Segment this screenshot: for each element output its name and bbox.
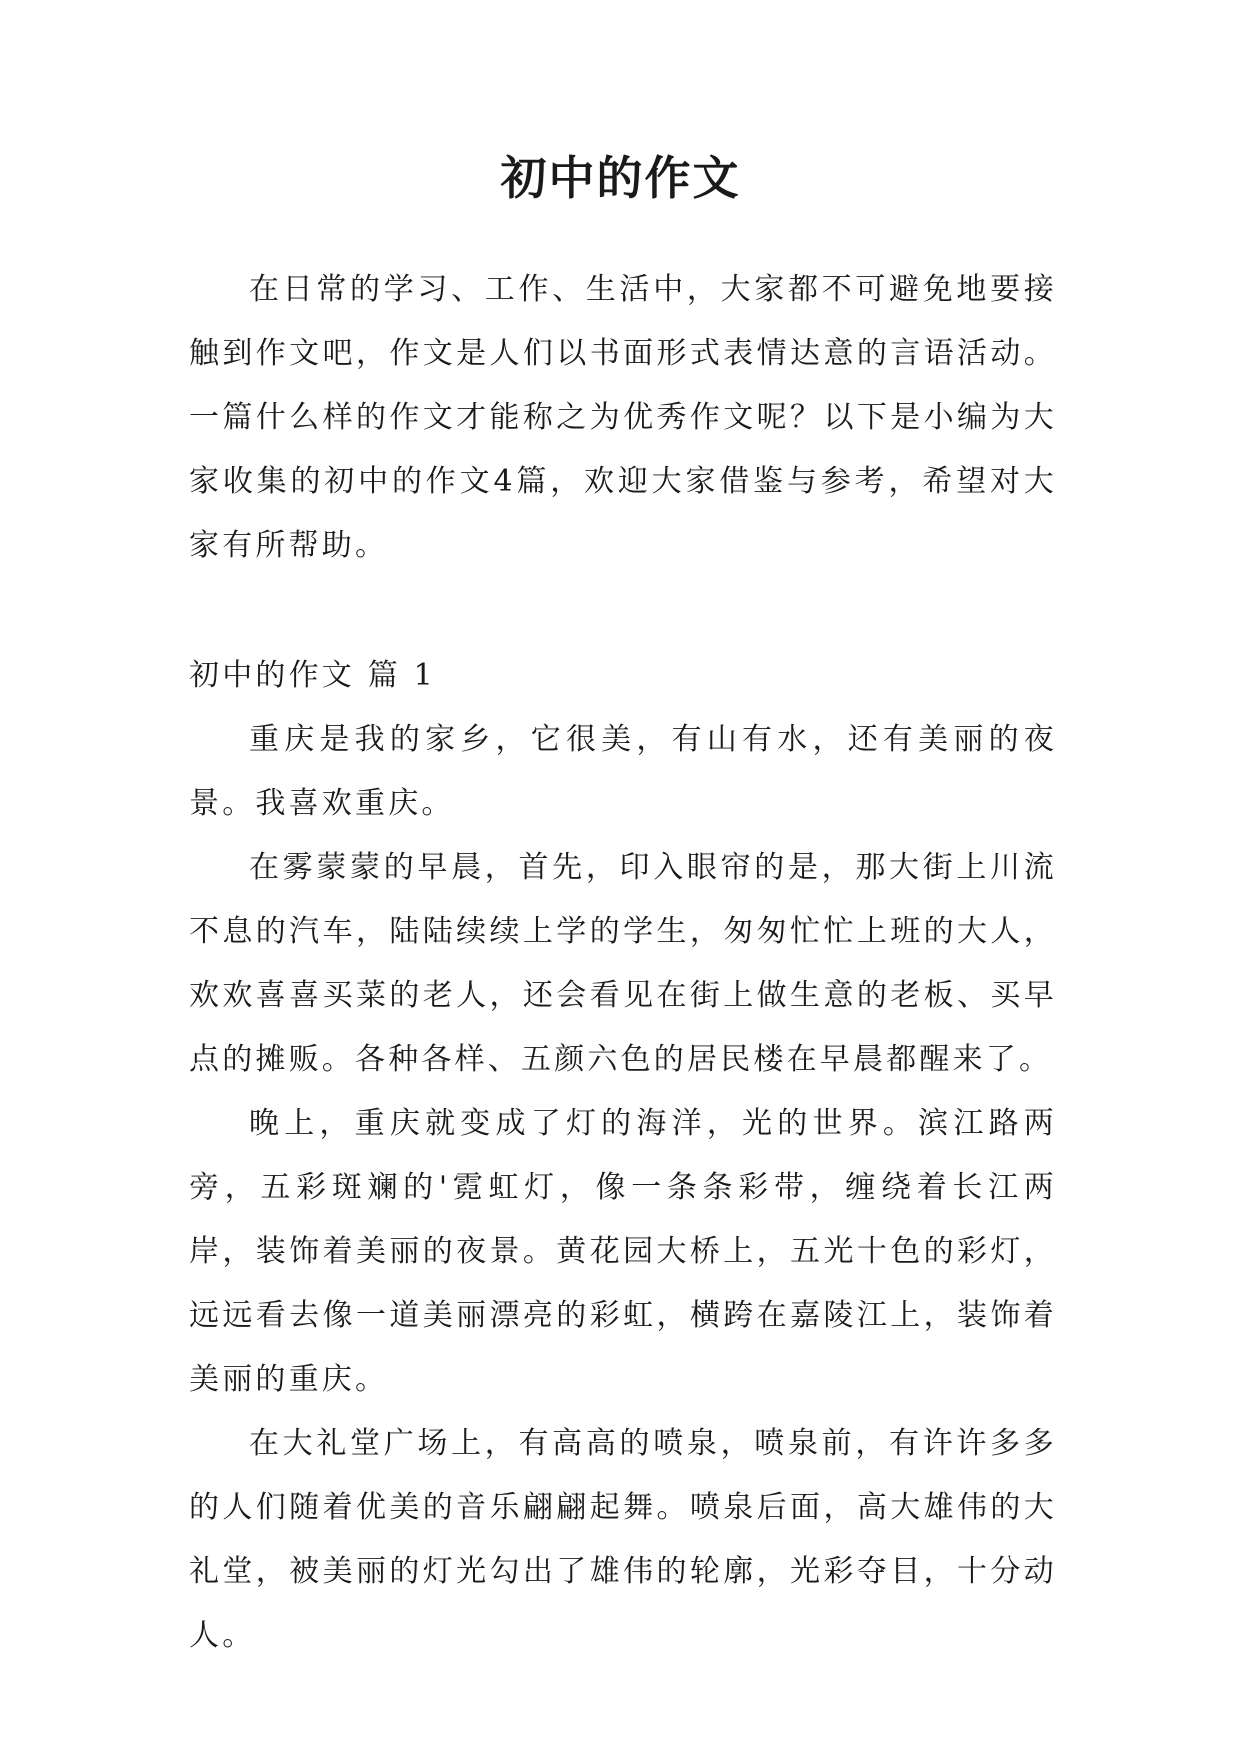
essay-paragraph-2: 在雾蒙蒙的早晨，首先，印入眼帘的是，那大街上川流不息的汽车，陆陆续续上学的学生，匆匆忙忙上班的大人，欢欢喜喜买菜的老人，还会看见在街上做生意的老板、买早点的摊贩。各种各样、五颜六色的居民楼在早晨都醒来了。 xyxy=(189,850,1057,1077)
essay-paragraph-3: 晚上，重庆就变成了灯的海洋，光的世界。滨江路两旁，五彩斑斓的'霓虹灯，像一条条彩带，缠绕着长江两岸，装饰着美丽的夜景。黄花园大桥上，五光十色的彩灯，远远看去像一道美丽漂亮的彩虹，横跨在嘉陵江上，装饰着美丽的重庆。 xyxy=(189,1106,1057,1397)
section-heading: 初中的作文 篇 1 xyxy=(189,658,436,693)
essay-paragraph-4: 在大礼堂广场上，有高高的喷泉，喷泉前，有许许多多的人们随着优美的音乐翩翩起舞。喷泉后面，高大雄伟的大礼堂，被美丽的灯光勾出了雄伟的轮廓，光彩夺目，十分动人。 xyxy=(189,1426,1057,1653)
intro-block xyxy=(189,258,1057,578)
essay-paragraph-1: 重庆是我的家乡，它很美，有山有水，还有美丽的夜景。我喜欢重庆。 xyxy=(189,722,1057,821)
intro-paragraph: 在日常的学习、工作、生活中，大家都不可避免地要接触到作文吧，作文是人们以书面形式表情达意的言语活动。一篇什么样的作文才能称之为优秀作文呢？以下是小编为大家收集的初中的作文4篇，欢迎大家借鉴与参考，希望对大家有所帮助。 xyxy=(189,272,1057,563)
page-title: 初中的作文 xyxy=(500,151,741,205)
essay-block xyxy=(189,644,1057,1668)
